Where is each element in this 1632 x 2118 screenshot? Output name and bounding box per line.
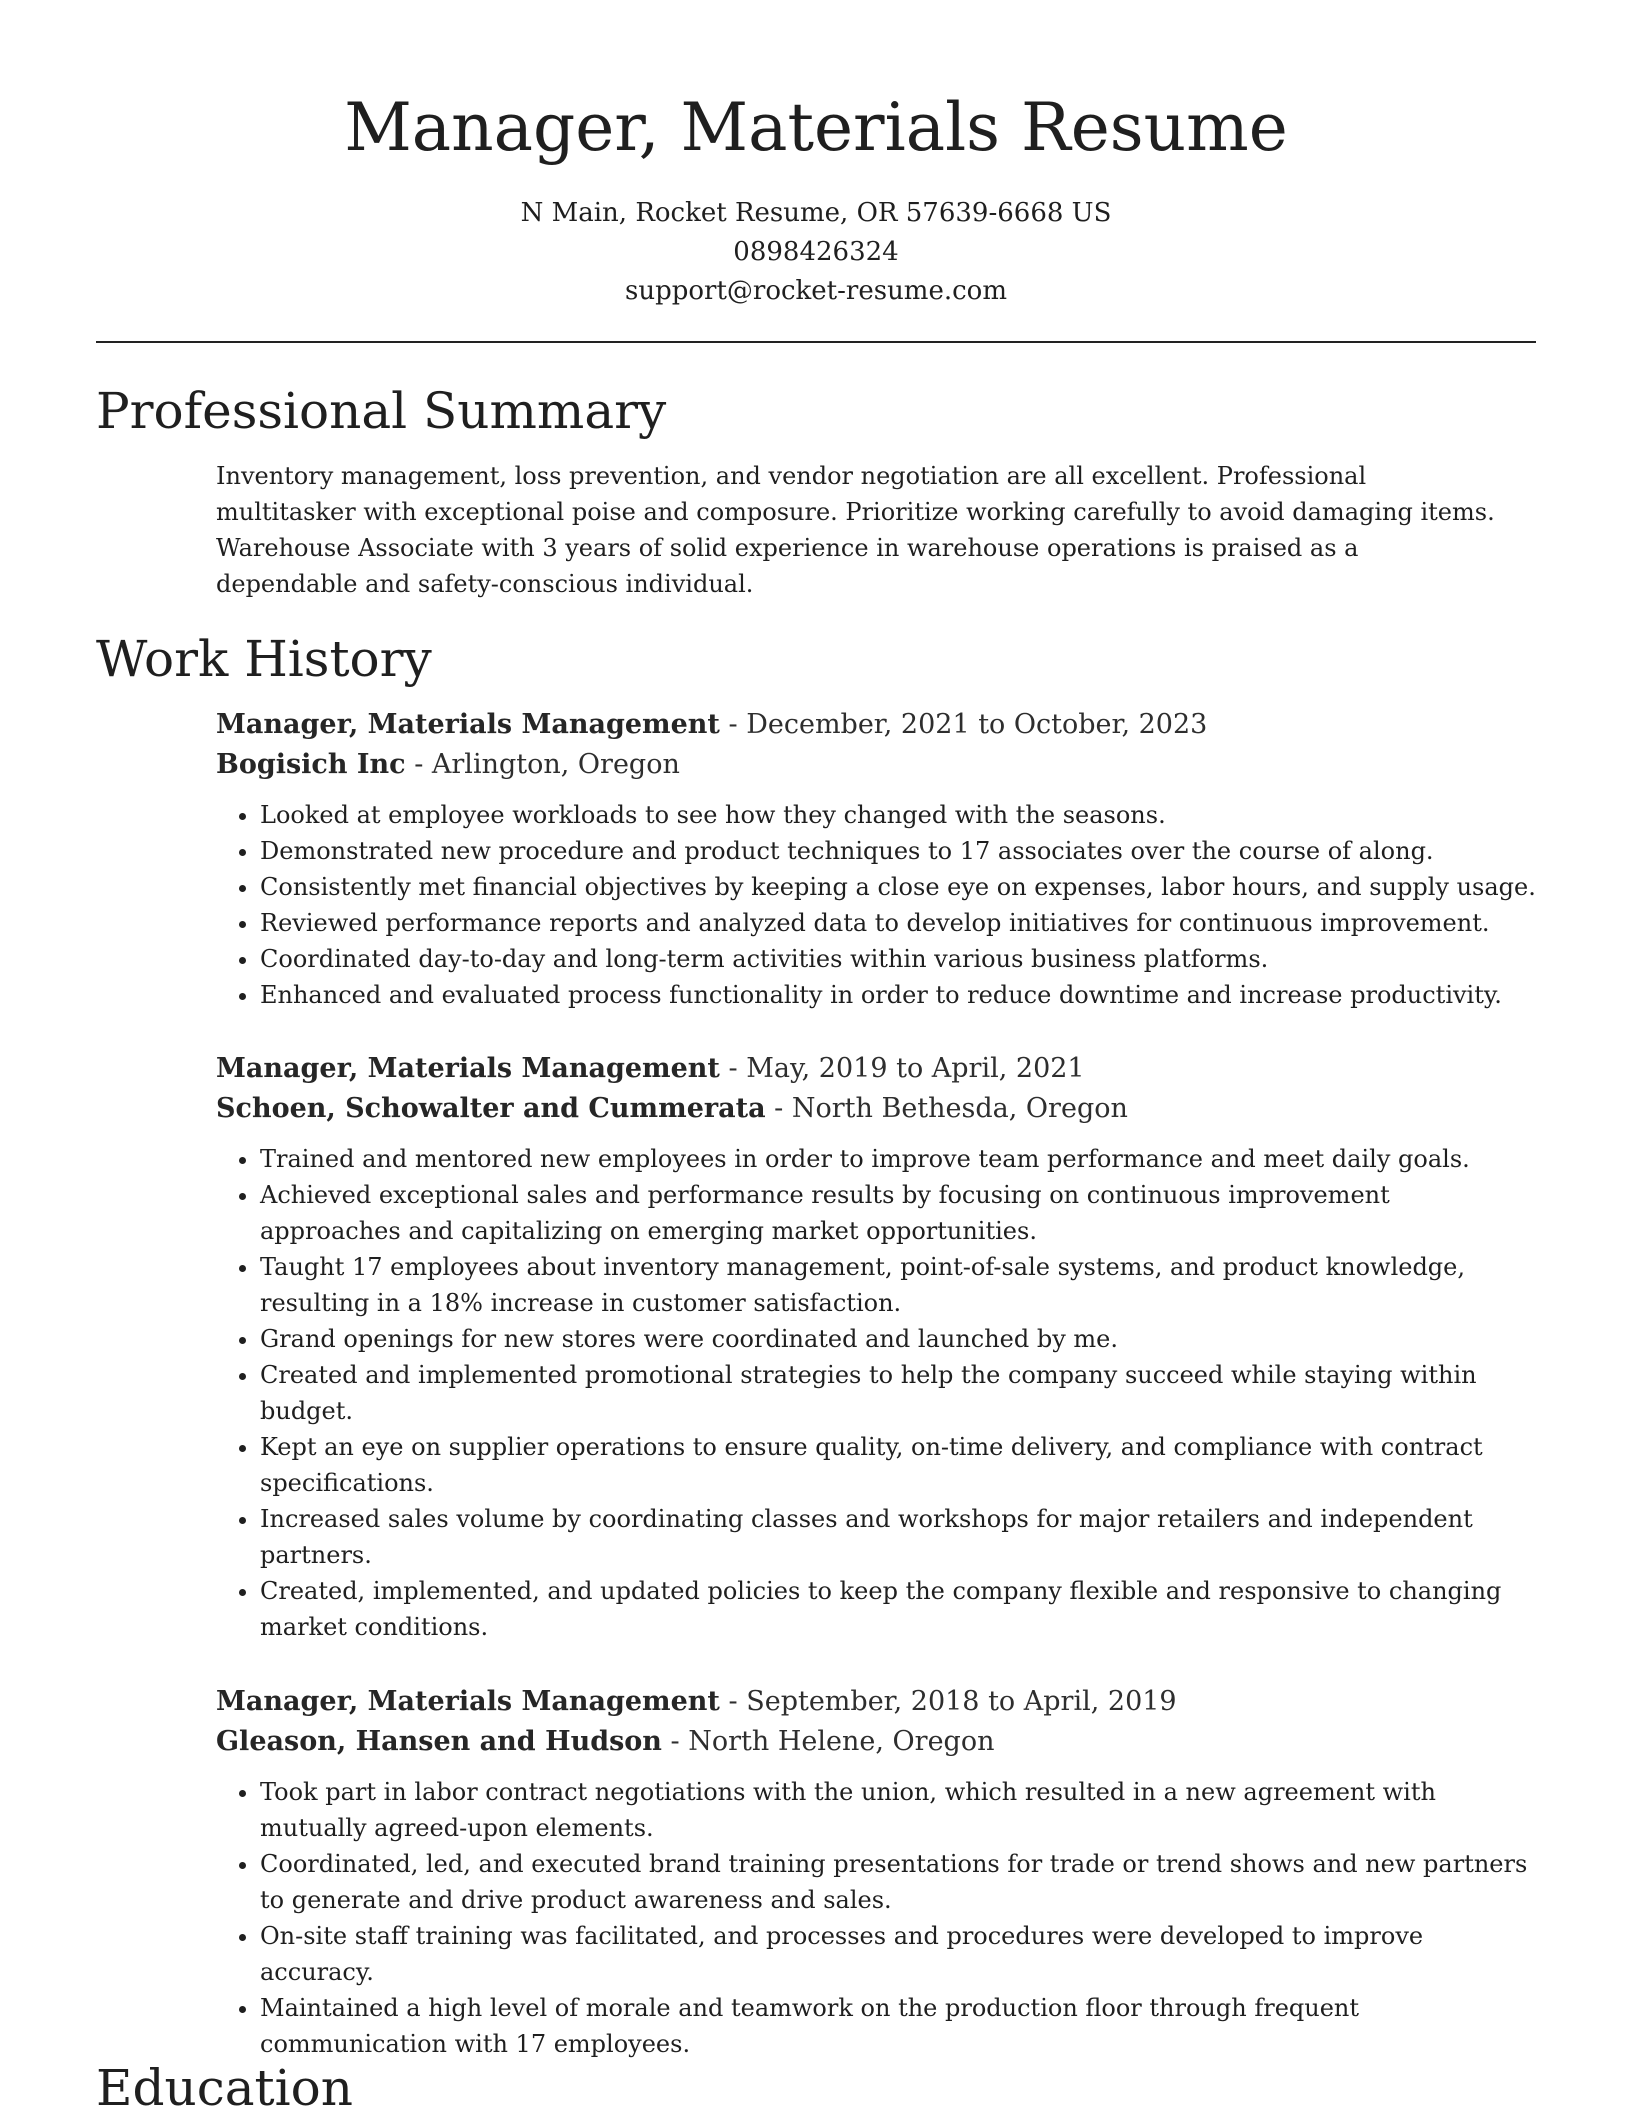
job-duties-list [216,797,1536,1013]
separator: - [774,1093,784,1124]
list-item: • Consistently met financial objectives by keeping a close eye on expenses, labor hours, and supply usage. [260,869,1536,905]
contact-address: N Main, Rocket Resume, OR 57639-6668 US [520,198,1112,228]
list-item: • Looked at employee workloads to see how they changed with the seasons. [260,797,1536,833]
list-item: • Grand openings for new stores were coordinated and launched by me. [260,1321,1536,1357]
separator: - [670,1726,680,1757]
list-item: • Increased sales volume by coordinating classes and workshops for major retailers and independent partners. [260,1501,1536,1573]
job-location: North Helene, Oregon [688,1726,995,1757]
contact-phone: 0898426324 [733,237,899,267]
list-item: • Created, implemented, and updated policies to keep the company flexible and responsive to changing market conditions. [260,1573,1536,1645]
list-item: • Created and implemented promotional strategies to help the company succeed while staying within budget. [260,1357,1536,1429]
list-item: • Reviewed performance reports and analyzed data to develop initiatives for continuous improvement. [260,905,1536,941]
job-duties-list [216,1141,1536,1645]
list-item: • Coordinated, led, and executed brand training presentations for trade or trend shows and new partners to generate and drive product awareness and sales. [260,1846,1536,1918]
job-duties-list [216,1774,1536,2062]
section-title-work-history: Work History [96,630,432,688]
job-entry [216,1682,1536,2062]
resume-title: Manager, Materials Resume [344,89,1288,166]
list-item: • Took part in labor contract negotiations with the union, which resulted in a new agreement with mutually agreed-upon elements. [260,1774,1536,1846]
job-company-line [216,745,1536,785]
job-company: Gleason, Hansen and Hudson [216,1726,662,1757]
job-position: Manager, Materials Management [216,1053,720,1084]
job-company-line [216,1722,1536,1762]
contact-block [96,194,1536,311]
job-title-line [216,705,1536,745]
job-position: Manager, Materials Management [216,709,720,740]
list-item: • Taught 17 employees about inventory management, point-of-sale systems, and product knowledge, resulting in a 18% increase in customer satisfaction. [260,1249,1536,1321]
job-location: Arlington, Oregon [431,749,680,780]
job-title-line [216,1682,1536,1722]
job-location: North Bethesda, Oregon [791,1093,1128,1124]
section-title-education: Education [96,2059,353,2117]
job-company: Bogisich Inc [216,749,406,780]
job-title-line [216,1049,1536,1089]
list-item: • Demonstrated new procedure and product techniques to 17 associates over the course of along. [260,833,1536,869]
separator: - [728,1053,738,1084]
job-entry [216,1049,1536,1645]
separator: - [728,709,738,740]
list-item: • Maintained a high level of morale and teamwork on the production floor through frequent communication with 17 employees. [260,1990,1536,2062]
resume-header [96,86,1536,311]
job-company: Schoen, Schowalter and Cummerata [216,1093,766,1124]
header-divider [96,341,1536,343]
job-dates: May, 2019 to April, 2021 [746,1053,1085,1084]
section-title-summary: Professional Summary [96,382,667,440]
job-entry [216,705,1536,1013]
list-item: • Coordinated day-to-day and long-term activities within various business platforms. [260,941,1536,977]
summary-text: Inventory management, loss prevention, and vendor negotiation are all excellent. Professional multitasker with exceptional poise and composure. Prioritize working carefully to avoid damaging items. Warehouse Associate with 3 years of solid experience in warehouse operations is praised as a dependable and safety-conscious individual. [216,462,1495,598]
job-company-line [216,1089,1536,1129]
job-dates: December, 2021 to October, 2023 [746,709,1208,740]
job-dates: September, 2018 to April, 2019 [746,1686,1177,1717]
job-position: Manager, Materials Management [216,1686,720,1717]
list-item: • On-site staff training was facilitated, and processes and procedures were developed to improve accuracy. [260,1918,1536,1990]
list-item: • Achieved exceptional sales and performance results by focusing on continuous improvement approaches and capitalizing on emerging market opportunities. [260,1177,1536,1249]
list-item: • Kept an eye on supplier operations to ensure quality, on-time delivery, and compliance with contract specifications. [260,1429,1536,1501]
separator: - [728,1686,738,1717]
separator: - [414,749,424,780]
list-item: • Enhanced and evaluated process functionality in order to reduce downtime and increase productivity. [260,977,1536,1013]
list-item: • Trained and mentored new employees in order to improve team performance and meet daily goals. [260,1141,1536,1177]
contact-email: support@rocket-resume.com [624,276,1007,306]
